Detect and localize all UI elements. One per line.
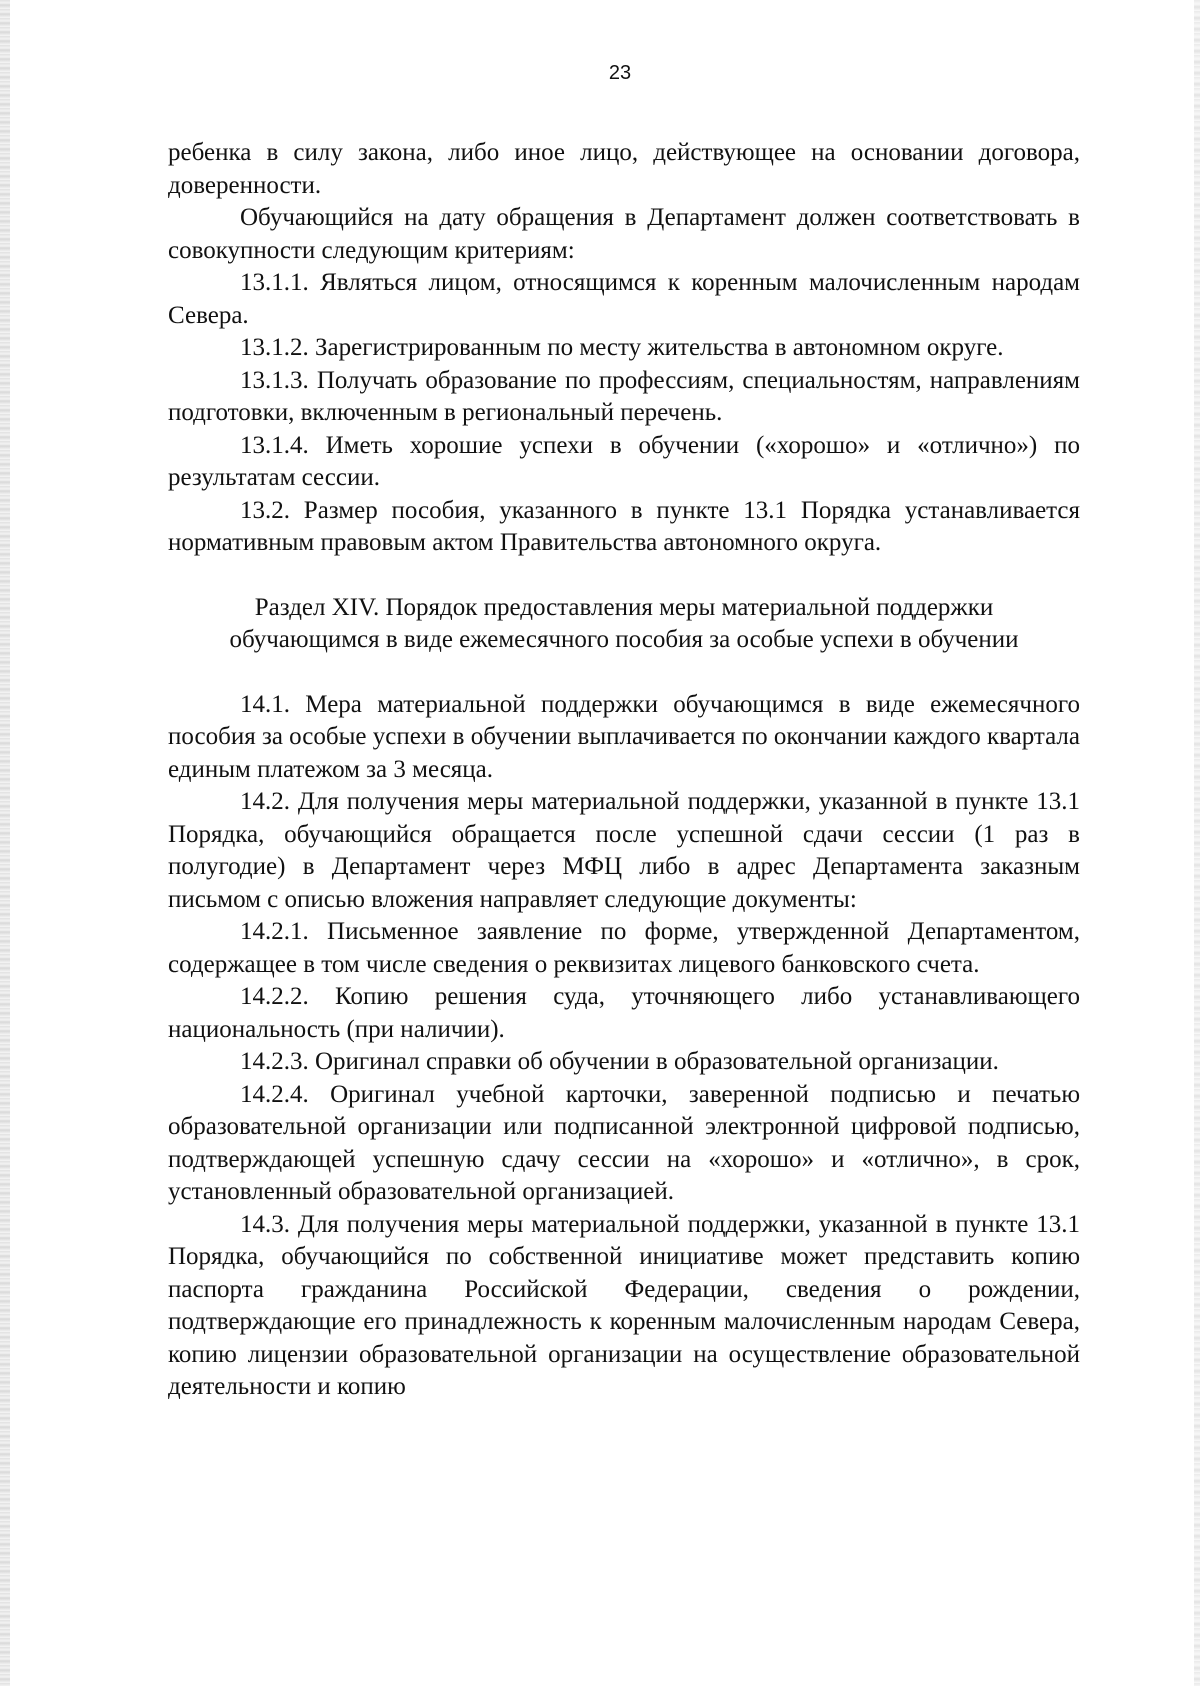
paragraph-14-2-2: 14.2.2. Копию решения суда, уточняющего либо устанавливающего национальность (при наличии). — [168, 983, 1080, 1043]
document-body — [168, 137, 1080, 1404]
section-heading-line-2: обучающимся в виде ежемесячного пособия за особые успехи в обучении — [229, 626, 1019, 653]
paragraph: ребенка в силу закона, либо иное лицо, действующее на основании договора, доверенности. — [168, 139, 1080, 199]
scan-edge-left — [0, 0, 10, 1686]
page-number: 23 — [608, 62, 632, 84]
paragraph-14-2-4: 14.2.4. Оригинал учебной карточки, заверенной подписью и печатью образовательной организации или подписанной электронной цифровой подписью, подтверждающей успешную сдачу сессии на «хорошо» и «отлично», в срок, установленный образовательной организацией. — [168, 1080, 1080, 1205]
paragraph-14-1: 14.1. Мера материальной поддержки обучающимся в виде ежемесячного пособия за особые успехи в обучении выплачивается по окончании каждого квартала единым платежом за 3 месяца. — [168, 690, 1080, 783]
paragraph-14-2: 14.2. Для получения меры материальной поддержки, указанной в пункте 13.1 Порядка, обучающийся обращается после успешной сдачи сессии (1 раз в полугодие) в Департамент через МФЦ либо в адрес Департамента заказным письмом с описью вложения направляет следующие документы: — [168, 788, 1080, 913]
section-heading-line-1: Раздел XIV. Порядок предоставления меры материальной поддержки — [254, 593, 994, 621]
section-heading — [168, 592, 1080, 657]
paragraph-14-3: 14.3. Для получения меры материальной поддержки, указанной в пункте 13.1 Порядка, обучающийся по собственной инициативе может представить копию паспорта гражданина Российской Федерации, сведения о рождении, подтверждающие его принадлежность к коренным малочисленным народам Севера, копию лицензии образовательной организации на осуществление образовательной деятельности и копию — [168, 1210, 1080, 1400]
paragraph-13-1-4: 13.1.4. Иметь хорошие успехи в обучении («хорошо» и «отлично») по результатам сессии. — [168, 431, 1080, 491]
paragraph: Обучающийся на дату обращения в Департамент должен соответствовать в совокупности следующим критериям: — [168, 204, 1080, 264]
paragraph-13-1-3: 13.1.3. Получать образование по профессиям, специальностям, направлениям подготовки, включенным в региональный перечень. — [168, 366, 1080, 426]
scan-edge-right — [1194, 0, 1200, 1686]
paragraph-13-1-2: 13.1.2. Зарегистрированным по месту жительства в автономном округе. — [240, 334, 1004, 361]
paragraph-14-2-1: 14.2.1. Письменное заявление по форме, утвержденной Департаментом, содержащее в том числе сведения о реквизитах лицевого банковского счета. — [168, 918, 1080, 978]
paragraph-14-2-3: 14.2.3. Оригинал справки об обучении в образовательной организации. — [240, 1048, 999, 1075]
paragraph-13-1-1: 13.1.1. Являться лицом, относящимся к коренным малочисленным народам Севера. — [168, 269, 1080, 329]
paragraph-13-2: 13.2. Размер пособия, указанного в пункте 13.1 Порядка устанавливается нормативным правовым актом Правительства автономного округа. — [168, 496, 1080, 556]
